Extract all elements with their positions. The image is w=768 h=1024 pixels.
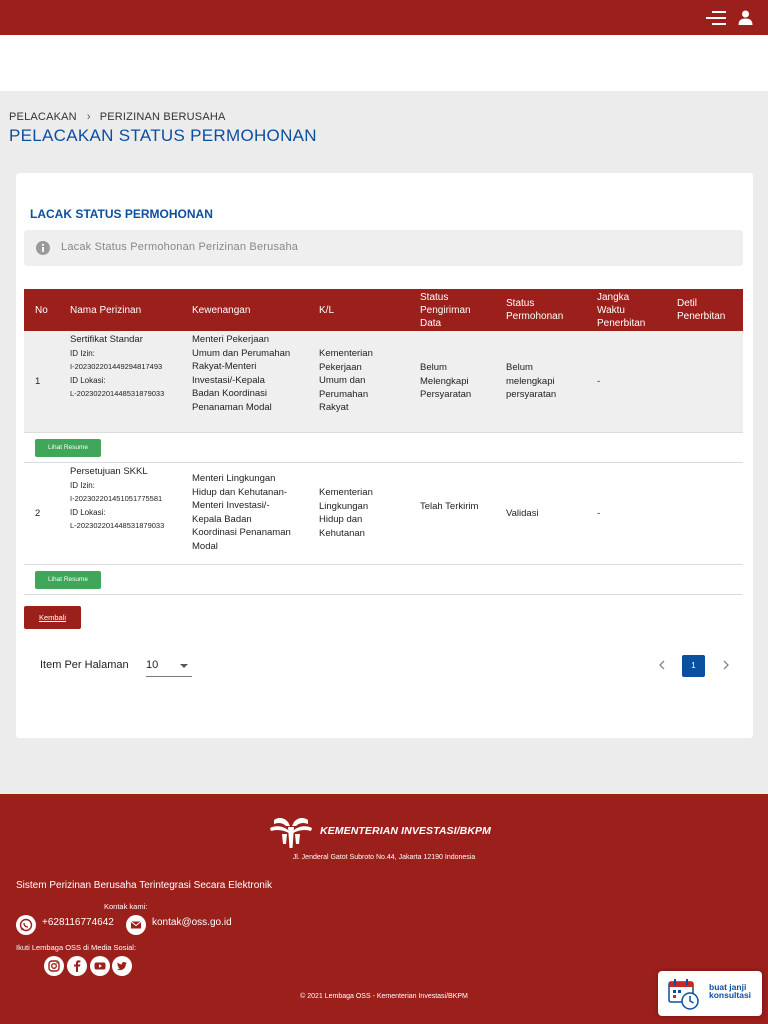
kembali-button[interactable]: Kembali: [24, 606, 81, 629]
per-page-select[interactable]: [146, 656, 192, 677]
lihat-resume-button[interactable]: Lihat Resume: [35, 439, 101, 457]
footer-brand: KEMENTERIAN INVESTASI/BKPM: [320, 825, 491, 837]
row-jangka: -: [597, 376, 601, 387]
row-no: 2: [35, 508, 41, 519]
youtube-icon[interactable]: [90, 956, 110, 976]
footer-social-label: Ikuti Lembaga OSS di Media Sosial:: [16, 943, 137, 952]
header-status-permohonan: Status Permohonan: [506, 298, 564, 322]
row-actions: [24, 565, 743, 595]
row-id-izin: I-202302201451051775581: [70, 494, 163, 503]
info-box: [24, 230, 743, 266]
row-nama: Sertifikat Standar: [70, 334, 143, 345]
calendar-clock-icon: [666, 977, 700, 1011]
header-nama: Nama Perizinan: [70, 304, 142, 316]
lihat-resume-button[interactable]: Lihat Resume: [35, 571, 101, 589]
page-button-current[interactable]: 1: [682, 655, 705, 677]
whatsapp-icon[interactable]: [16, 915, 36, 935]
per-page-label: Item Per Halaman: [40, 659, 129, 671]
status-table: [24, 289, 743, 595]
header-status-pengiriman: Status Pengiriman Data: [420, 291, 471, 329]
breadcrumb-item-pelacakan[interactable]: PELACAKAN: [9, 111, 77, 123]
footer-address: Jl. Jenderal Gatot Subroto No.44, Jakarta 12190 Indonesia: [292, 854, 476, 861]
row-id-izin: I-202302201449294817493: [70, 362, 163, 371]
header-kewenangan: Kewenangan: [192, 304, 251, 316]
caret-down-icon: [180, 664, 188, 668]
row-status-permohonan: Belum melengkapi persyaratan: [506, 362, 557, 400]
header-detil: Detil Penerbitan: [677, 298, 726, 322]
menu-icon[interactable]: [706, 10, 726, 26]
header-no: No: [35, 304, 48, 316]
card-title: LACAK STATUS PERMOHONAN: [30, 207, 213, 221]
row-id-lokasi-label: ID Lokasi:: [70, 507, 106, 517]
row-status-permohonan: Validasi: [506, 508, 539, 519]
breadcrumb-separator-icon: ›: [86, 111, 91, 123]
table-row: [24, 463, 743, 565]
row-kewenangan: Menteri Lingkungan Hidup dan Kehutanan-Menteri Investasi/-Kepala Badan Koordinasi Penanaman Modal: [192, 473, 291, 552]
mail-icon[interactable]: [126, 915, 146, 935]
row-kl: Kementerian Lingkungan Hidup dan Kehutanan: [319, 487, 373, 539]
row-id-lokasi: L-202302201448531879033: [70, 389, 165, 398]
info-text: Lacak Status Permohonan Perizinan Berusaha: [61, 241, 299, 253]
row-nama: Persetujuan SKKL: [70, 466, 148, 477]
footer-contact-label: Kontak kami:: [104, 902, 148, 911]
breadcrumb-item-perizinan[interactable]: PERIZINAN BERUSAHA: [99, 111, 226, 123]
chevron-right-icon[interactable]: [720, 658, 732, 672]
footer-copyright: © 2021 Lembaga OSS - Kementerian Investasi/BKPM: [300, 993, 468, 1000]
chevron-left-icon[interactable]: [656, 658, 668, 672]
header-kl: K/L: [319, 304, 335, 316]
row-status-pengiriman: Belum Melengkapi Persyaratan: [420, 362, 472, 400]
row-actions: [24, 433, 743, 463]
bkpm-logo-icon: [268, 814, 314, 850]
info-icon: [36, 241, 50, 255]
instagram-icon[interactable]: [44, 956, 64, 976]
page-title: PELACAKAN STATUS PERMOHONAN: [9, 126, 317, 145]
row-id-izin-label: ID Izin:: [70, 480, 95, 490]
row-id-lokasi-label: ID Lokasi:: [70, 375, 106, 385]
row-nama-cell: [70, 465, 190, 533]
row-jangka: -: [597, 508, 601, 519]
consult-line2: konsultasi: [709, 990, 752, 1000]
header-jangka: Jangka Waktu Penerbitan: [597, 291, 646, 329]
row-nama-cell: [70, 333, 190, 401]
user-icon[interactable]: [737, 9, 754, 26]
footer-phone[interactable]: +628116774642: [42, 917, 114, 928]
tracking-card: [16, 173, 753, 738]
sub-header: [0, 35, 768, 91]
row-status-pengiriman: Telah Terkirim: [420, 501, 479, 512]
footer-email[interactable]: kontak@oss.go.id: [152, 917, 232, 928]
row-id-izin-label: ID Izin:: [70, 348, 95, 358]
buat-janji-konsultasi-button[interactable]: [658, 971, 762, 1016]
per-page-value: 10: [146, 659, 159, 671]
consult-line1: buat janji: [709, 982, 747, 992]
twitter-icon[interactable]: [112, 956, 132, 976]
facebook-icon[interactable]: [67, 956, 87, 976]
top-navbar: [0, 0, 768, 35]
table-row: [24, 331, 743, 433]
breadcrumb: [9, 111, 226, 123]
table-header: [24, 289, 743, 331]
row-kewenangan: Menteri Pekerjaan Umum dan Perumahan Rakyat-Menteri Investasi/-Kepala Badan Koordinasi Penanaman Modal: [192, 334, 291, 413]
row-kl: Kementerian Pekerjaan Umum dan Perumahan Rakyat: [319, 348, 373, 413]
row-no: 1: [35, 376, 41, 387]
footer: [0, 794, 768, 1024]
footer-system-name: Sistem Perizinan Berusaha Terintegrasi Secara Elektronik: [16, 880, 273, 891]
row-id-lokasi: L-202302201448531879033: [70, 521, 165, 530]
